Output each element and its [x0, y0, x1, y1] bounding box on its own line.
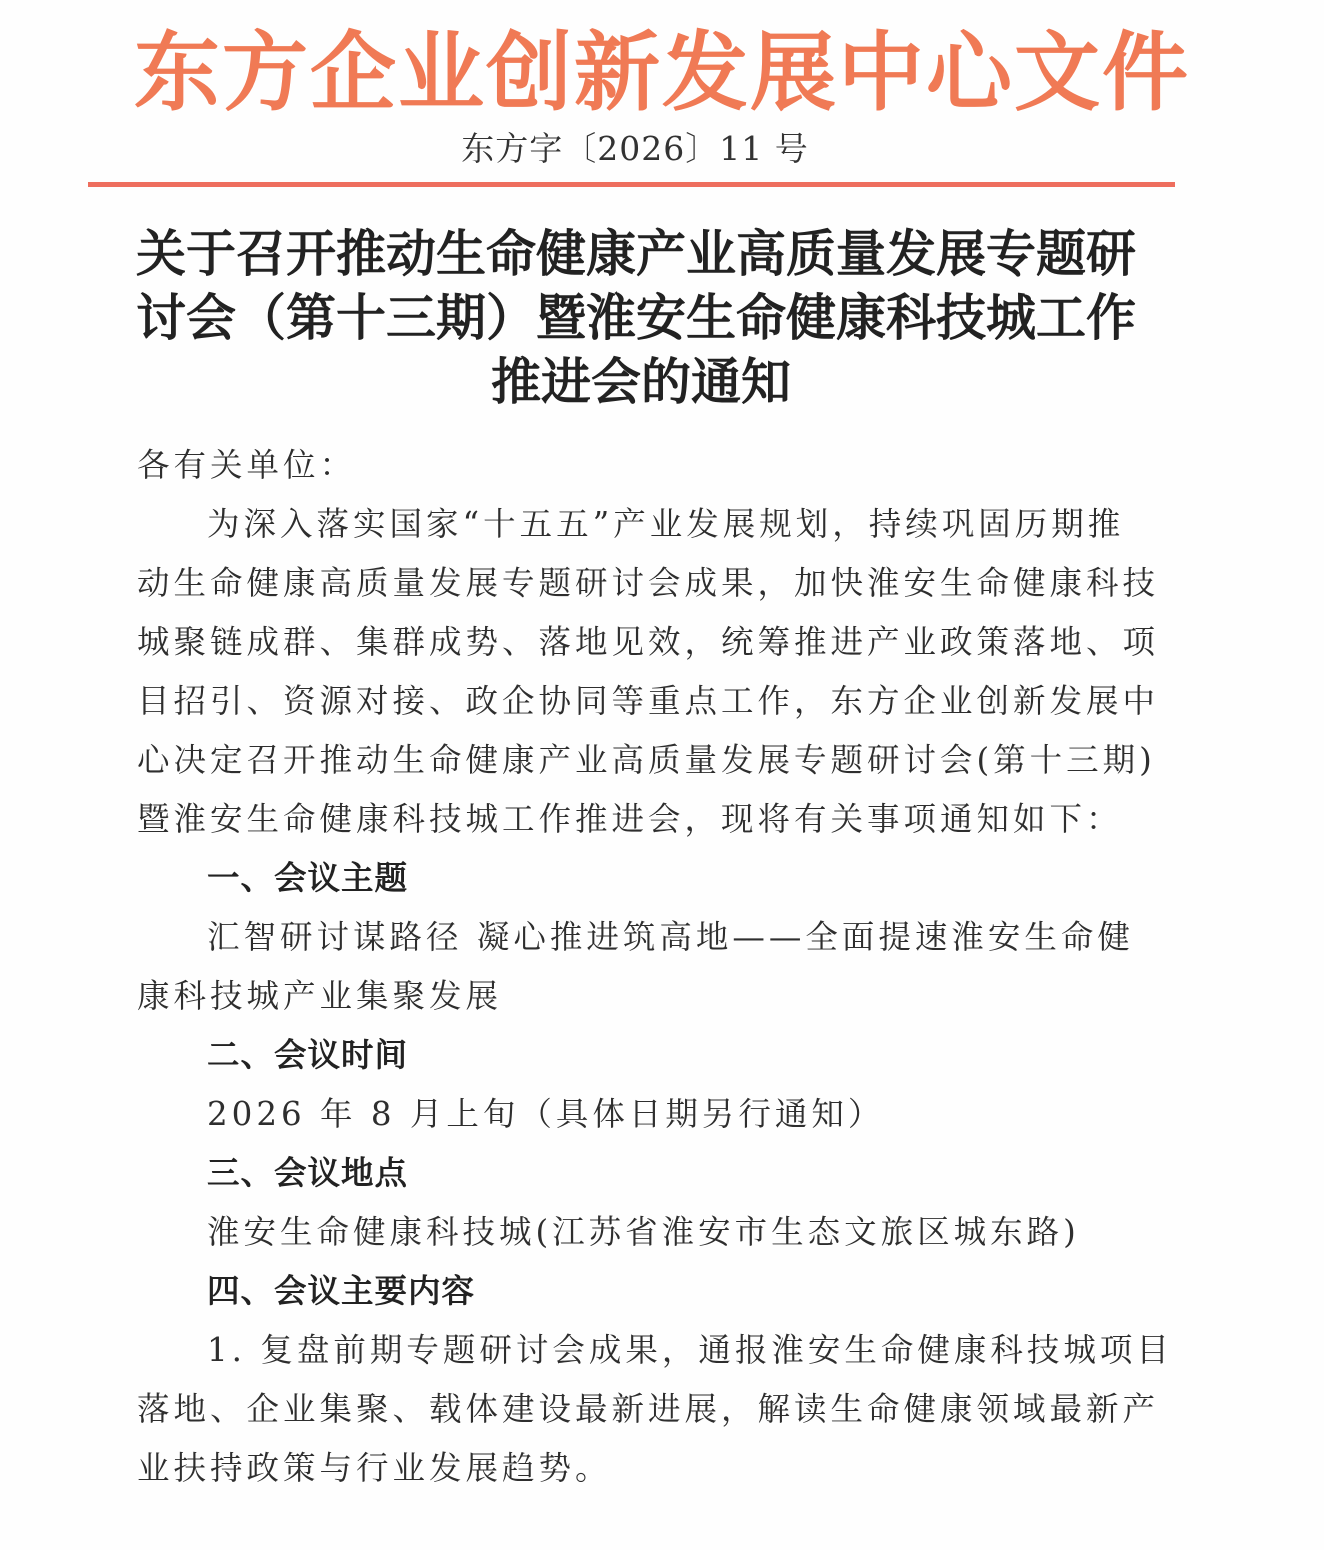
section-2-text: 2026 年 8 月上旬（具体日期另行通知）	[207, 1095, 885, 1133]
section-2-heading: 二、会议时间	[207, 1036, 409, 1074]
notice-title-line-2: 讨会（第十三期）暨淮安生命健康科技城工作	[136, 289, 1136, 347]
org-header-title: 东方企业创新发展中心文件	[134, 23, 1190, 123]
intro-line-3: 城聚链成群、集群成势、落地见效，统筹推进产业政策落地、项	[137, 623, 1160, 661]
section-3-text: 淮安生命健康科技城(江苏省淮安市生态文旅区城东路)	[207, 1213, 1080, 1251]
notice-title-line-1: 关于召开推动生命健康产业高质量发展专题研	[136, 225, 1136, 283]
section-3-heading: 三、会议地点	[207, 1154, 409, 1192]
section-1-text-line-2: 康科技城产业集聚发展	[137, 977, 503, 1015]
section-4-text-line-1: 1. 复盘前期专题研讨会成果，通报淮安生命健康科技城项目	[207, 1331, 1173, 1369]
notice-title-line-3: 推进会的通知	[491, 353, 791, 411]
intro-line-6: 暨淮安生命健康科技城工作推进会，现将有关事项通知如下：	[137, 800, 1123, 838]
intro-line-5: 心决定召开推动生命健康产业高质量发展专题研讨会(第十三期)	[137, 741, 1156, 779]
notice-body	[137, 436, 1173, 1498]
intro-line-2: 动生命健康高质量发展专题研讨会成果，加快淮安生命健康科技	[137, 564, 1160, 602]
document-number: 东方字〔2026〕11 号	[461, 129, 809, 168]
header-red-rule	[88, 182, 1175, 187]
intro-line-4: 目招引、资源对接、政企协同等重点工作，东方企业创新发展中	[137, 682, 1160, 720]
section-4-text-line-2: 落地、企业集聚、载体建设最新进展，解读生命健康领域最新产	[137, 1390, 1160, 1428]
section-1-text-line-1: 汇智研讨谋路径 凝心推进筑高地——全面提速淮安生命健	[207, 918, 1134, 956]
section-4-text-line-3: 业扶持政策与行业发展趋势。	[137, 1449, 612, 1487]
intro-line-1: 为深入落实国家“十五五”产业发展规划，持续巩固历期推	[207, 505, 1125, 543]
section-1-heading: 一、会议主题	[207, 859, 409, 897]
section-4-heading: 四、会议主要内容	[207, 1272, 476, 1310]
salutation: 各有关单位：	[137, 446, 357, 484]
notice-title	[136, 222, 1146, 414]
